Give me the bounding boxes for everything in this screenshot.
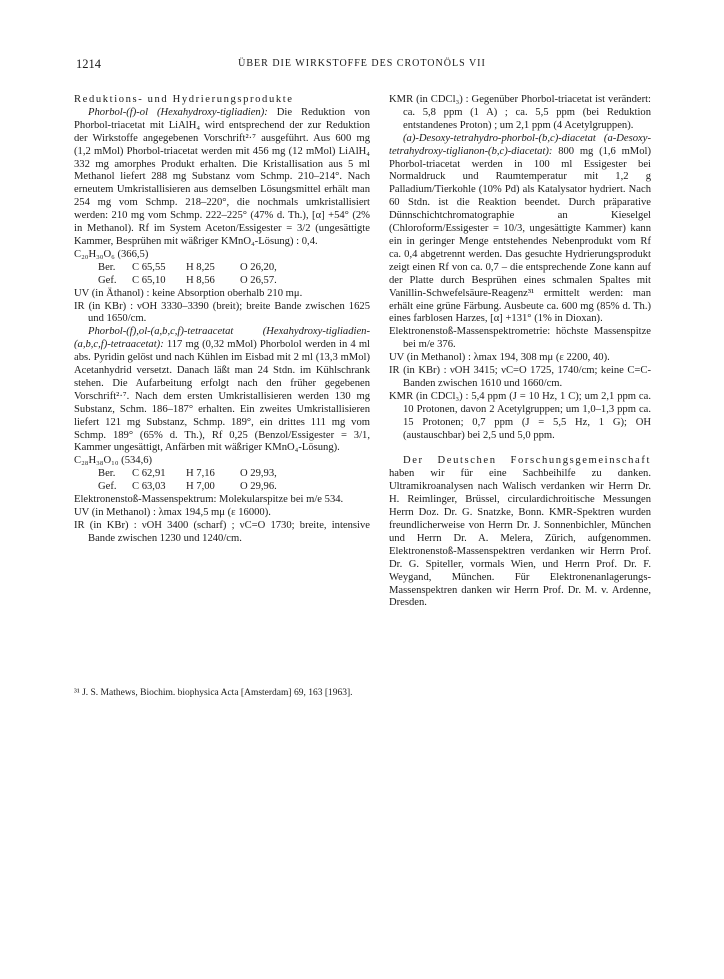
ack-text: haben wir für eine Sachbeihilfe zu danken. Ultramikroanalysen nach Walisch verdanken wir Herrn Dr. H. Reimlinger, Brüssel, circulardichroitische Messungen Herrn Doz. Dr. G. Snatzke, Bonn. KMR-Spektren wurden freundlicherweise von Herrn Dr. J. Sonnenbichler, München und Herrn Dr. A. Melera, Zürich, aufgenommen. Elektronenstoß-Massenspektren verdanken wir Herrn Prof. Dr. G. Spiteller, vormals Wien, und Herrn Prof. Dr. F. Weygand, München. Für Elektronenanlagerungs-Massenspektren danken wir Herrn Prof. Dr. M. v. Ardenne, Dresden. bbox=[389, 468, 651, 609]
oxygen-value: O 29,96. bbox=[240, 481, 277, 493]
hydrogen-value: H 8,25 bbox=[186, 261, 215, 273]
carbon-value: C 65,55 bbox=[132, 261, 166, 273]
row-label: Gef. bbox=[98, 274, 117, 286]
running-header bbox=[0, 57, 724, 77]
analysis-table-2 bbox=[98, 468, 370, 494]
paragraph-text: 800 mg (1,6 mMol) Phorbol-triacetat werden in 100 ml Essigester bei Normaldruck und Raumtemperatur mit 1,2 g Palladium/Tierkohle (10% Pd) als Katalysator hydriert. Nach 60 Stdn. ist die Reaktion beendet. Durch präparative Dünnschichtchromatographie an Kieselgel (Chloroform/Essigester = 10/3, ungesättigte Kammer) kann ein in geringer Menge entstehendes Nebenprodukt vom Rf ca. 0,4 abgetrennt werden. Das gesuchte Hydrierungsprodukt zeigt einen Rf von ca. 0,7 – die entsprechende Zone kann auf der Platte durch Besprühen eines schmalen Spaltes mit Vanillin-Schwefelsäure-Reagenz³¹ ermittelt werden: man erhält eine grüne Färbung. Ausbeute ca. 600 mg (85% d. Th.) eines farblosen Harzes, [α] +131° (1% in Dioxan). bbox=[389, 145, 651, 325]
compound-title: Phorbol-(f),ol-(a,b,c,f)-tetraacetat (Hexahydroxy-tigliadien-(a,b,c,f)-tetraacetat): bbox=[74, 326, 370, 351]
paragraph-tetraacetat bbox=[74, 326, 370, 455]
uv-line: UV (in Äthanol) : keine Absorption oberhalb 210 mμ. bbox=[74, 287, 303, 299]
oxygen-value: O 26,57. bbox=[240, 274, 277, 286]
left-column bbox=[74, 94, 370, 546]
hydrogen-value: H 8,56 bbox=[186, 274, 215, 286]
analysis-row bbox=[98, 275, 370, 288]
formula-2: C₂₈H₃₈O₁₀ (534,6) bbox=[74, 455, 153, 467]
paragraph-text: 117 mg (0,32 mMol) Phorbolol werden in 4 ml abs. Pyridin gelöst und nach Kühlen im Eisbad mit 2 ml (13,3 mMol) Acetanhydrid versetzt. Danach läßt man 24 Stdn. im Kühlschrank stehen. Die Aufarbeitung erfolgt nach den früher gegebenen Vorschrift²·⁷. Nach dem ersten Umkristallisieren werden 130 mg Substanz, Schm. 186–187° erhalten. Ein zweites Umkristallisieren liefert 121 mg Substanz, Schmp. 189°, ein drittes 111 mg vom Schmp. 189° (65% d. Th.), Rf 0,25 (Benzol/Essigester = 3/1, Kammer ungesättigt, Anfärben mit wäßriger KMnO₄-Lösung). bbox=[74, 339, 370, 454]
uv-line: UV (in Methanol) : λmax 194,5 mμ (ε 16000). bbox=[74, 507, 271, 518]
formula-1: C₂₀H₃₀O₆ (366,5) bbox=[74, 248, 149, 260]
row-label: Ber. bbox=[98, 468, 116, 480]
ack-heading: Der Deutschen Forschungsgemeinschaft bbox=[403, 455, 651, 467]
analysis-row bbox=[98, 468, 370, 481]
carbon-value: C 65,10 bbox=[132, 274, 166, 286]
kmr-line: KMR (in CDCl₃) : Gegenüber Phorbol-triacetat ist verändert: ca. 5,8 ppm (1 A) ; ca. 5,5 ppm (bei Reduktion entstandenes Proton) ; um 2,1 ppm (4 Acetylgruppen). bbox=[389, 94, 651, 131]
compound-title: Phorbol-(f)-ol (Hexahydroxy-tigliadien): bbox=[88, 106, 268, 118]
ir-line: IR (in KBr) : νOH 3400 (scharf) ; νC=O 1730; breite, intensive Bande zwischen 1230 und 1240/cm. bbox=[74, 519, 370, 544]
running-head-title: ÜBER DIE WIRKSTOFFE DES CROTONÖLS VII bbox=[238, 58, 486, 69]
oxygen-value: O 26,20, bbox=[240, 261, 277, 273]
paragraph-text: Die Reduktion von Phorbol-triacetat mit LiAlH₄ wird entsprechend der zur Reduktion der Wirkstoffe angegebenen Vorschrift²·⁷ ausgeführt. Aus 600 mg (1,2 mMol) Phorbol-triacetat werden mit 456 mg (12 mMol) LiAlH₄ 332 mg amorphes Produkt erhalten. Die Kristallisation aus 5 ml Methanol liefert 288 mg Substanz vom Schmp. 210–214°. Nach erneutem Umkristallisieren aus demselben Lösungsmittel erhält man 254 mg vom Schmp. 218–220°, die nochmals umkristallisiert werden: 210 mg vom Schmp. 222–225° (47% d. Th.), [α] +54° (2% in Methanol). Rf im System Aceton/Essigester = 3/2 (ungesättigte Kammer, Besprühen mit wäßriger KMnO₄-Lösung) : 0,4. bbox=[74, 106, 370, 247]
hydrogen-value: H 7,16 bbox=[186, 468, 215, 480]
analysis-row bbox=[98, 481, 370, 494]
oxygen-value: O 29,93, bbox=[240, 468, 277, 480]
analysis-table-1 bbox=[98, 262, 370, 288]
kmr-line: KMR (in CDCl₃) : 5,4 ppm (J = 10 Hz, 1 C); um 2,1 ppm ca. 10 Protonen, davon 2 Acetylgruppen; um 1,0–1,3 ppm ca. 15 Protonen; 0,7 ppm (J = 5,5 Hz, 1 G); OH (austauschbar) bei 2,5 und 5,0 ppm. bbox=[389, 390, 651, 441]
row-label: Gef. bbox=[98, 481, 117, 493]
footnote: ³¹ J. S. Mathews, Biochim. biophysica Acta [Amsterdam] 69, 163 [1963]. bbox=[74, 688, 353, 698]
ms-line: Elektronenstoß-Massenspektrum: Molekularspitze bei m/e 534. bbox=[74, 494, 344, 506]
analysis-row bbox=[98, 262, 370, 275]
carbon-value: C 63,03 bbox=[132, 481, 166, 493]
hydrogen-value: H 7,00 bbox=[186, 481, 215, 493]
uv-line: UV (in Methanol) : λmax 194, 308 mμ (ε 2200, 40). bbox=[389, 352, 610, 364]
paragraph-phorbolol bbox=[74, 107, 370, 249]
carbon-value: C 62,91 bbox=[132, 468, 166, 480]
section-heading: Reduktions- und Hydrierungsprodukte bbox=[74, 94, 294, 105]
page-number: 1214 bbox=[76, 57, 101, 71]
compound-title: (a)-Desoxy-tetrahydro-phorbol-(b,c)-diacetat (a-Desoxy-tetrahydroxy-tiglianon-(b,c)-diacetat): bbox=[389, 132, 651, 157]
right-column bbox=[389, 94, 651, 610]
ir-line: IR (in KBr) : νOH 3415; νC=O 1725, 1740/cm; keine C=C-Banden zwischen 1610 und 1660/cm. bbox=[389, 365, 651, 389]
ir-line: IR (in KBr) : νOH 3330–3390 (breit); breite Bande zwischen 1625 und 1650/cm. bbox=[74, 300, 370, 325]
acknowledgement bbox=[389, 455, 651, 610]
paragraph-desoxy bbox=[389, 133, 651, 327]
row-label: Ber. bbox=[98, 261, 116, 273]
ms-line: Elektronenstoß-Massenspektrometrie: höchste Massenspitze bei m/e 376. bbox=[389, 326, 651, 351]
